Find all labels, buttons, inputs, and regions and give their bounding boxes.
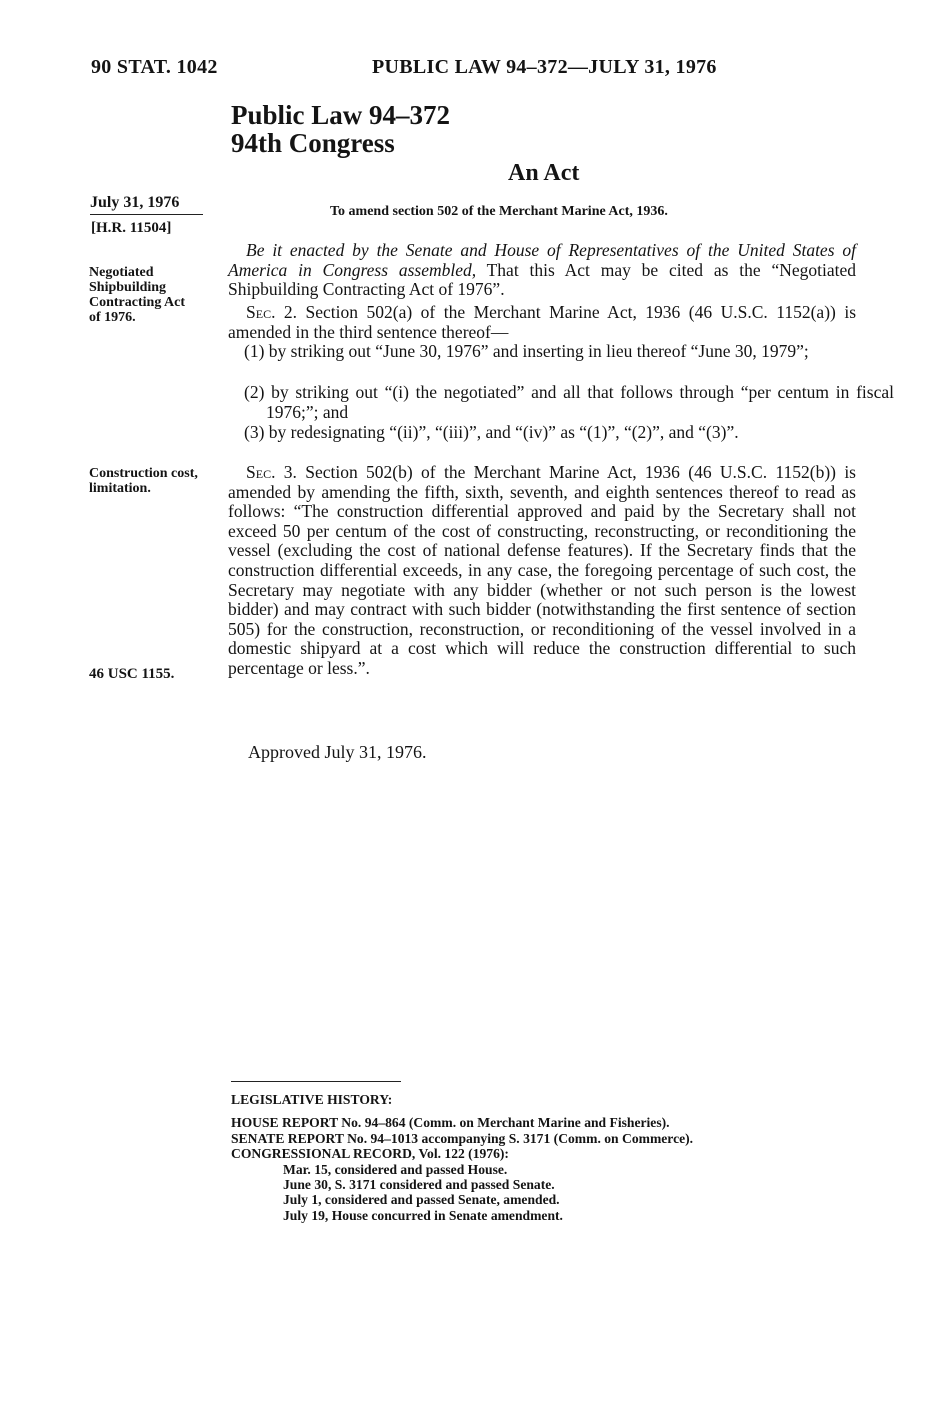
legislative-history-line: HOUSE REPORT No. 94–864 (Comm. on Merchant Marine and Fisheries). bbox=[231, 1115, 670, 1131]
act-purpose: To amend section 502 of the Merchant Marine Act, 1936. bbox=[330, 204, 668, 219]
margin-short-title-line: Negotiated bbox=[89, 265, 154, 280]
section-2-item-1: (1) by striking out “June 30, 1976” and inserting in lieu thereof “June 30, 1979”; bbox=[244, 341, 809, 361]
margin-short-title-line: of 1976. bbox=[89, 310, 136, 325]
margin-construction-line: Construction cost, bbox=[89, 466, 198, 481]
act-heading: An Act bbox=[508, 160, 580, 186]
margin-construction-note bbox=[89, 466, 198, 496]
record-entry: July 19, House concurred in Senate amendment. bbox=[283, 1207, 563, 1223]
margin-short-title-line: Contracting Act bbox=[89, 295, 186, 310]
section-2-text: Section 502(a) of the Merchant Marine Act, 1936 (46 U.S.C. 1152(a)) is amended in the third sentence thereof— bbox=[228, 302, 856, 342]
approval-date: Approved July 31, 1976. bbox=[248, 742, 427, 762]
margin-short-title-line: Shipbuilding bbox=[89, 280, 167, 295]
legislative-history-line: SENATE REPORT No. 94–1013 accompanying S. 3171 (Comm. on Commerce). bbox=[231, 1130, 694, 1146]
enacting-clause bbox=[228, 241, 856, 300]
legislative-history-rule bbox=[231, 1081, 401, 1082]
section-2-label: Sec. 2. bbox=[246, 302, 298, 322]
margin-date: July 31, 1976 bbox=[90, 194, 180, 211]
short-title-text: That this Act may be cited as the “Negotiated Shipbuilding Contracting Act of 1976”. bbox=[228, 259, 856, 300]
section-3 bbox=[228, 463, 856, 679]
section-3-label: Sec. 3. bbox=[246, 462, 297, 482]
record-entry: Mar. 15, considered and passed House. bbox=[283, 1161, 508, 1177]
legislative-history-line: CONGRESSIONAL RECORD, Vol. 122 (1976): bbox=[231, 1146, 509, 1162]
enacting-formula: Be it enacted by the Senate and House of Representatives of the United States of America in Congress assembled, bbox=[228, 240, 856, 280]
legislative-history bbox=[231, 1092, 693, 1223]
law-number: Public Law 94–372 bbox=[231, 100, 451, 130]
section-2-item-3: (3) by redesignating “(ii)”, “(iii)”, and “(iv)” as “(1)”, “(2)”, and “(3)”. bbox=[244, 422, 739, 442]
record-entry: July 1, considered and passed Senate, amended. bbox=[283, 1192, 560, 1208]
margin-short-title bbox=[89, 265, 185, 325]
congress-number: 94th Congress bbox=[231, 128, 395, 158]
section-2-item-2: (2) by striking out “(i) the negotiated” and all that follows through “per centum in fiscal 1976;”; and bbox=[244, 382, 894, 422]
margin-rule bbox=[90, 214, 203, 215]
margin-usc: 46 USC 1155. bbox=[89, 666, 175, 682]
page-header-title: PUBLIC LAW 94–372—JULY 31, 1976 bbox=[372, 56, 717, 78]
page-header-stat: 90 STAT. 1042 bbox=[91, 56, 218, 78]
section-3-text: Section 502(b) of the Merchant Marine Act, 1936 (46 U.S.C. 1152(b)) is amended by amending the fifth, sixth, seventh, and eighth sentences thereof to read as follows: “The construction differential approved and paid by the Secretary shall not exceed 50 per centum of the cost of constructing, reconstructing, or reconditioning the vessel (excluding the cost of national defense features). If the Secretary finds that the construction differential exceeds, in any case, the foregoing percentage of such cost, the Secretary may negotiate with any bidder (whether or not such person is the lowest bidder) and may contract with such bidder (notwithstanding the first sentence of section 505) for the construction, reconstruction, or reconditioning of the vessel involved in a domestic shipyard at a cost which will reduce the construction differential to such percentage or less.”. bbox=[228, 462, 856, 678]
legislative-history-heading: LEGISLATIVE HISTORY: bbox=[231, 1092, 393, 1107]
section-2 bbox=[228, 303, 856, 342]
margin-construction-line: limitation. bbox=[89, 481, 151, 496]
record-entry: June 30, S. 3171 considered and passed Senate. bbox=[283, 1177, 555, 1193]
margin-bill: [H.R. 11504] bbox=[91, 220, 172, 236]
